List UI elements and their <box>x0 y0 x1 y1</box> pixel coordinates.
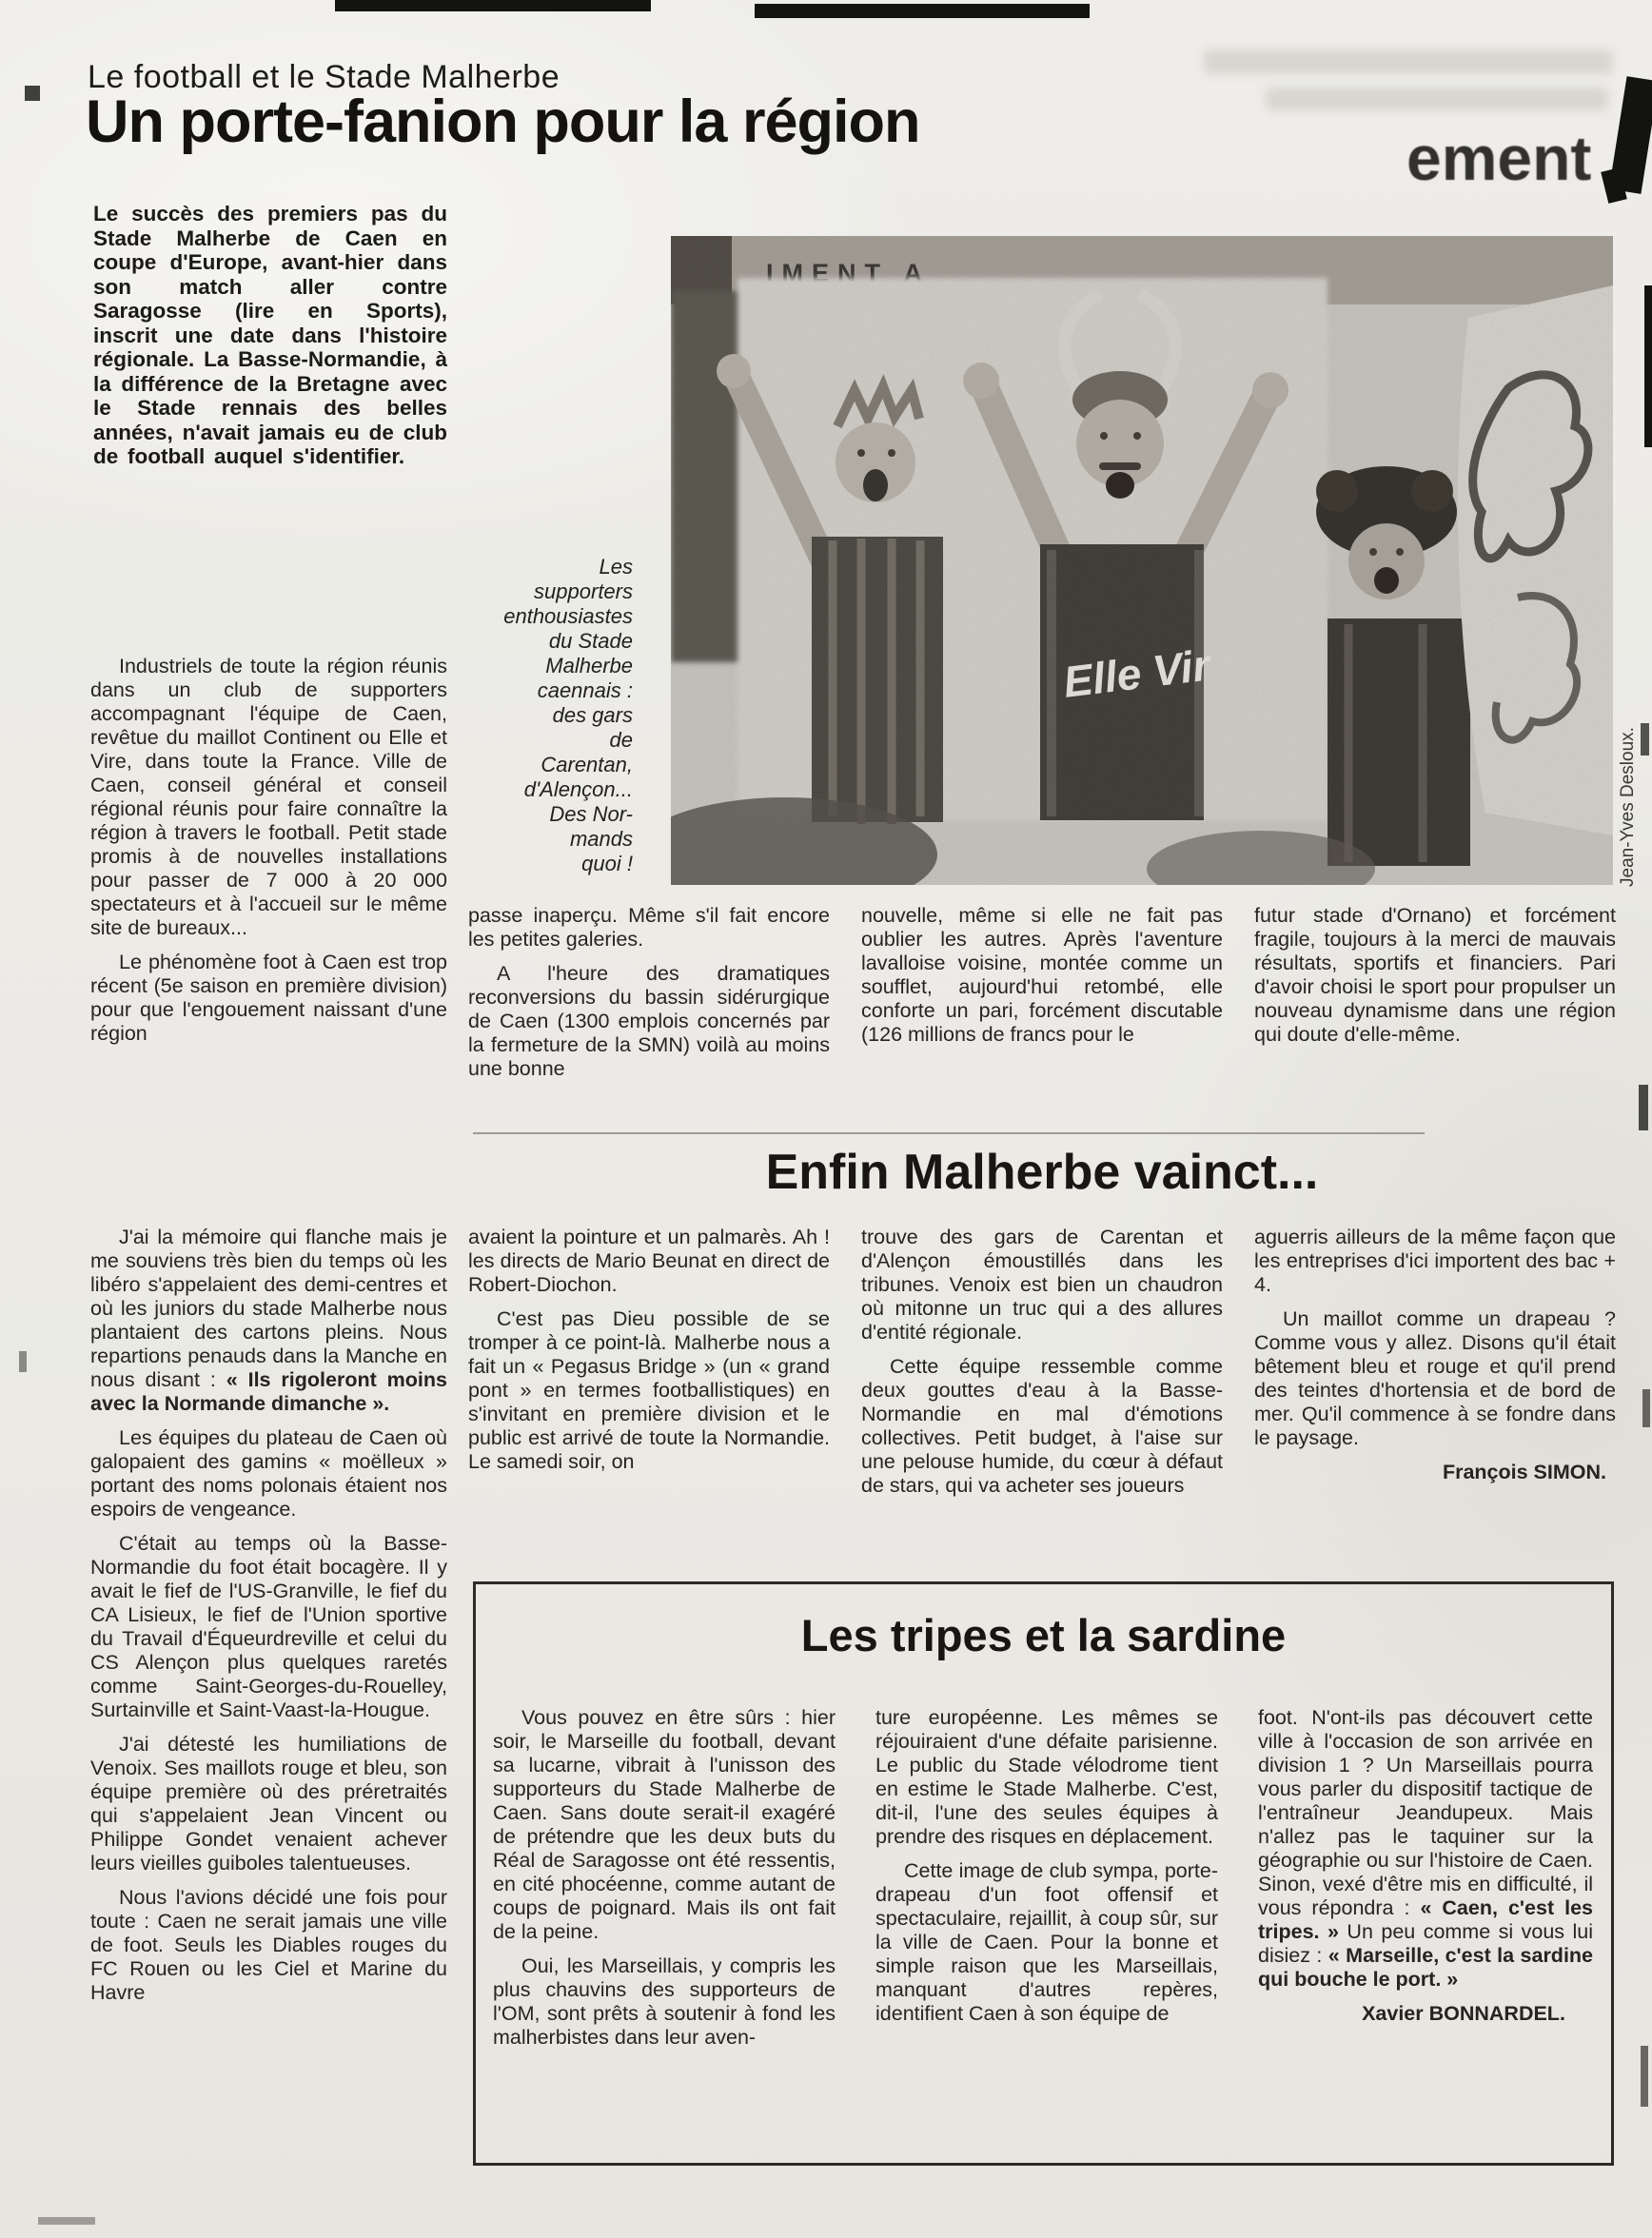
paragraph: Vous pouvez en être sûrs : hier soir, le Marseille du football, devant sa lucarne, vibrait à l'unisson des supporteurs du Stade Malherbe de Caen. Sans doute serait-il exagéré de prétendre que les deux buts du Réal de Saragosse ont été ressentis, en cité phocéenne, comme autant de coups de poignard. Mais ils ont fait de la peine. <box>493 1706 836 1943</box>
article-column-3 <box>861 904 1223 1057</box>
page-bleed-ghost <box>1266 88 1608 110</box>
section-column-1-rest <box>90 1426 447 2005</box>
photo-caption <box>433 555 633 876</box>
section-column-2 <box>468 1226 830 1484</box>
scan-artifact-edge <box>1641 2046 1648 2107</box>
paragraph-bold-text: « Caen, c'est les tripes. » <box>1258 1896 1593 1943</box>
author-byline: François SIMON. <box>1442 1461 1606 1483</box>
caption-line: mands <box>569 827 633 851</box>
caption-line: du Stade <box>548 629 633 653</box>
paragraph <box>1258 1706 1593 1992</box>
box-column-b <box>875 1706 1218 2036</box>
caption-line: supporters <box>534 579 633 603</box>
kicker: Le football et le Stade Malherbe <box>88 59 560 95</box>
scan-artifact-bar <box>755 4 1090 18</box>
caption-line: Malherbe <box>545 654 633 677</box>
caption-line: enthousiastes <box>503 604 633 628</box>
scan-artifact-edge <box>1642 1389 1650 1427</box>
box-column-a <box>493 1706 836 2060</box>
paragraph-text: foot. N'ont-ils pas découvert cette ville à l'occasion de son arrivée en division 1 ? Un Marseillais pourra vous parler du dispositif tactique de l'entraîneur Jeandupeux. Mais n'allez pas le taquiner sur la géographie ou sur l'histoire de Caen. Sinon, vexé d'être mis en difficulté, il vous répondra : <box>1258 1706 1593 1919</box>
paragraph: futur stade d'Ornano) et forcément fragile, toujours à la merci de mauvais résultats, sportifs et financiers. Pari d'avoir choisi le sport pour propulser un nouveau dynamisme dans une région qui doute d'elle-même. <box>1254 904 1616 1046</box>
box-headline: Les tripes et la sardine <box>800 1610 1287 1660</box>
page-bleed-fragment: ement <box>1406 123 1592 193</box>
caption-line: Des Nor- <box>549 802 633 826</box>
paragraph: Oui, les Marseillais, y compris les plus chauvins des supporteurs de l'OM, sont prêts à soutenir à fond les malherbistes dans leur aven- <box>493 1954 836 2049</box>
article-column-4 <box>1254 904 1616 1057</box>
caption-line: de <box>609 728 633 752</box>
paragraph: Cette équipe ressemble comme deux gouttes d'eau à la Basse-Normandie en mal d'émotions collectives. Petit budget, à l'aise sur une pelouse humide, du cœur à défaut de stars, qui va acheter ses joueurs <box>861 1355 1223 1497</box>
box-column-c <box>1258 1706 1593 2036</box>
paragraph: Le phénomène foot à Caen est trop récent (5e saison en première division) pour que l'engouement naissant d'une région <box>90 951 447 1045</box>
section-column-4 <box>1254 1226 1616 1495</box>
paragraph: aguerris ailleurs de la même façon que les entreprises d'ici importent des bac + 4. <box>1254 1226 1616 1296</box>
scan-artifact-speck <box>38 2217 95 2225</box>
paragraph-bold-text: « Ils rigoleront moins avec la Normande dimanche ». <box>90 1368 447 1415</box>
page-bleed-ghost <box>1204 49 1613 74</box>
article-column-2 <box>468 904 830 1091</box>
paragraph: Les équipes du plateau de Caen où galopaient des gamins « moëlleux » portant des noms polonais étaient nos espoirs de vengeance. <box>90 1426 447 1521</box>
caption-line: quoi ! <box>581 852 633 875</box>
paragraph: C'était au temps où la Basse-Normandie du foot était bocagère. Il y avait le fief de l'US-Granville, le fief du CA Lisieux, le fief de l'Union sportive du Travail d'Équeurdreville et celui du CS Alençon plus quelques raretés comme Saint-Georges-du-Rouelley, Surtainville et Saint-Vaast-la-Hougue. <box>90 1532 447 1721</box>
paragraph-text: J'ai la mémoire qui flanche mais je me souviens très bien du temps où les libéro s'appelaient des demi-centres et où les juniors du stade Malherbe nous plantaient des cartons pleins. Nous repartions penauds dans la Manche en nous disant : <box>90 1226 447 1391</box>
section-headline: Enfin Malherbe vainct... <box>765 1145 1319 1200</box>
paragraph: ture européenne. Les mêmes se réjouiraient d'une défaite parisienne. Le public du Stade vélodrome tient en estime le Stade Malherbe. C'est, dit-il, l'une des seules équipes à prendre des risques en déplacement. <box>875 1706 1218 1848</box>
paragraph: passe inaperçu. Même s'il fait encore les petites galeries. <box>468 904 830 951</box>
paragraph: nouvelle, même si elle ne fait pas oublier les autres. Après l'aventure lavalloise voisine, montée comme un soufflet, aujourd'hui retombé, elle conforte un pari, forcément discutable (126 millions de francs pour le <box>861 904 1223 1046</box>
photo-credit: Jean-Yves Desloux. <box>1618 727 1638 887</box>
paragraph: Nous l'avions décidé une fois pour toute : Caen ne serait jamais une ville de foot. Seuls les Diables rouges du FC Rouen ou les Ciel et Marine du Havre <box>90 1886 447 2004</box>
section-rule <box>473 1132 1425 1134</box>
scan-artifact-edge <box>1641 723 1649 756</box>
section-column-3 <box>861 1226 1223 1508</box>
scan-artifact-bar <box>335 0 651 11</box>
caption-line: d'Alençon... <box>523 777 633 801</box>
section-column-1 <box>90 1226 447 2015</box>
main-headline: Un porte-fanion pour la région <box>86 88 920 155</box>
article-column-1-top <box>90 655 447 1056</box>
caption-line: Les <box>599 555 633 579</box>
paragraph: C'est pas Dieu possible de se tromper à ce point-là. Malherbe nous a fait un « Pegasus Bridge » (un « grand pont » en termes footballistiques) en s'invitant en première division et le public est arrivé de toute la Normandie. Le samedi soir, on <box>468 1307 830 1473</box>
caption-line: caennais : <box>537 678 633 702</box>
scan-artifact-speck <box>19 1351 27 1372</box>
paragraph: avaient la pointure et un palmarès. Ah ! les directs de Mario Beunat en direct de Robert-Diochon. <box>468 1226 830 1296</box>
boxed-article <box>473 1581 1614 2166</box>
paragraph: Cette image de club sympa, porte-drapeau d'un foot offensif et spectaculaire, rejaillit, à coup sûr, sur la ville de Caen. Pour la bonne et simple raison que les Marseillais, manquant d'autres repères, identifient Caen à son équipe de <box>875 1859 1218 2025</box>
photo-illustration <box>671 236 1613 885</box>
author-byline: Xavier BONNARDEL. <box>1362 2002 1565 2025</box>
paragraph: trouve des gars de Carentan et d'Alençon émoustillés dans les tribunes. Venoix est bien un chaudron où mitonne un truc qui a des allures d'entité régionale. <box>861 1226 1223 1344</box>
caption-line: Carentan, <box>541 753 633 776</box>
caption-line: des gars <box>552 703 633 727</box>
paragraph <box>90 1226 447 1416</box>
paragraph-bold-text: « Marseille, c'est la sardine qui bouche le port. » <box>1258 1944 1594 1991</box>
scan-artifact-speck <box>25 86 40 101</box>
lead-paragraph: Le succès des premiers pas du Stade Malherbe de Caen en coupe d'Europe, avant-hier dans son match aller contre Saragosse (lire en Sports), inscrit une date dans l'histoire régionale. La Basse-Normandie, à la différence de la Bretagne avec le Stade rennais des belles années, n'avait jamais eu de club de football auquel s'identifier. <box>93 202 447 468</box>
paragraph-text: Un peu comme si vous lui disiez : <box>1258 1920 1594 1967</box>
paragraph: J'ai détesté les humiliations de Venoix. Ses maillots rouge et bleu, son équipe première où des préretraités qui s'appelaient Jean Vincent ou Philippe Gondet venaient achever leurs vieilles guiboles talentueuses. <box>90 1733 447 1875</box>
scan-artifact-edge <box>1639 1085 1648 1130</box>
paragraph: Industriels de toute la région réunis dans un club de supporters accompagnant l'équipe de Caen, revêtue du maillot Continent ou Elle et Vire, dans toute la France. Ville de Caen, conseil général et conseil régional réunis pour faire connaître la région à travers le football. Petit stade promis à de nouvelles installations pour passer de 7 000 à 20 000 spectateurs et à l'accueil sur le même site de bureaux... <box>90 655 447 939</box>
photo <box>671 236 1613 885</box>
paragraph: A l'heure des dramatiques reconversions du bassin sidérurgique de Caen (1300 emplois concernés par la fermeture de la SMN) voilà au moins une bonne <box>468 962 830 1080</box>
section-column-4-paras <box>1254 1226 1616 1450</box>
scan-artifact-edge <box>1644 285 1652 447</box>
paragraph: Un maillot comme un drapeau ? Comme vous y allez. Disons qu'il était bêtement bleu et rouge et qu'il prend des teintes d'hortensia et de bord de mer. Qu'il commence à se fondre dans le paysage. <box>1254 1307 1616 1449</box>
